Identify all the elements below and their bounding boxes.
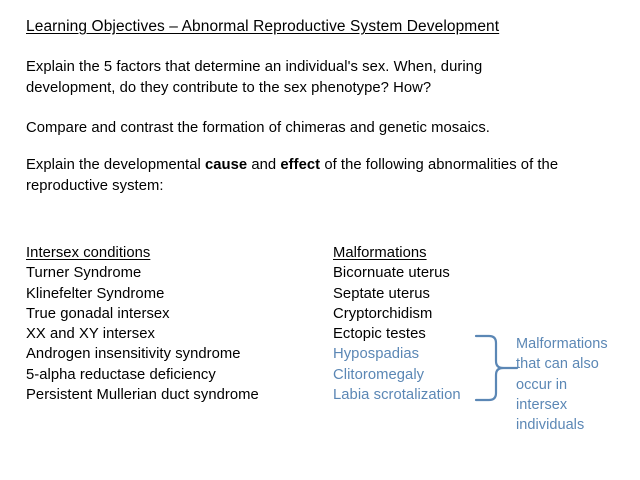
- list-item: Ectopic testes: [333, 326, 426, 343]
- objective-paragraph-3-line-2: reproductive system:: [26, 177, 164, 194]
- paragraph-3-text-conjunction: and: [247, 157, 281, 173]
- list-item: Clitoromegaly: [333, 366, 425, 383]
- emphasis-effect: effect: [280, 157, 321, 173]
- list-item: 5-alpha reductase deficiency: [26, 366, 216, 383]
- intersex-conditions-column: [26, 243, 259, 405]
- objective-paragraph-1: [26, 57, 606, 98]
- list-item: Bicornuate uterus: [333, 265, 450, 282]
- objective-paragraph-1-line-2: development, do they contribute to the sex phenotype? How?: [26, 79, 432, 96]
- paragraph-3-text-before-cause: Explain the developmental: [26, 157, 205, 173]
- brace-annotation-line: intersex: [516, 396, 568, 413]
- objective-paragraph-3-line-1: [26, 155, 606, 176]
- intersex-conditions-heading: Intersex conditions: [26, 245, 151, 261]
- objective-paragraph-1-line-1: Explain the 5 factors that determine an individual's sex. When, during: [26, 59, 483, 75]
- list-item: Androgen insensitivity syndrome: [26, 346, 241, 363]
- list-item: Septate uterus: [333, 285, 430, 302]
- brace-annotation-line: that can also: [516, 356, 599, 373]
- brace-annotation-line: individuals: [516, 417, 585, 434]
- list-item: Hypospadias: [333, 346, 420, 363]
- list-item: XX and XY intersex: [26, 326, 155, 343]
- list-item: Turner Syndrome: [26, 265, 142, 282]
- malformations-heading: Malformations: [333, 245, 427, 261]
- list-item: Klinefelter Syndrome: [26, 285, 165, 302]
- page-title: Learning Objectives – Abnormal Reproductive System Development: [26, 18, 500, 35]
- brace-annotation-line: Malformations: [516, 336, 608, 352]
- list-item: Labia scrotalization: [333, 387, 461, 404]
- list-item: Cryptorchidism: [333, 305, 433, 322]
- list-item: True gonadal intersex: [26, 305, 170, 322]
- malformations-column: [333, 243, 461, 405]
- list-item: Persistent Mullerian duct syndrome: [26, 387, 259, 404]
- brace-annotation: [516, 334, 636, 435]
- emphasis-cause: cause: [204, 157, 248, 173]
- paragraph-3-text-after-effect: of the following abnormalities of the: [320, 157, 559, 173]
- brace-annotation-line: occur in: [516, 376, 568, 393]
- objective-paragraph-3: [26, 155, 606, 196]
- objective-paragraph-2: Compare and contrast the formation of chimeras and genetic mosaics.: [26, 120, 490, 136]
